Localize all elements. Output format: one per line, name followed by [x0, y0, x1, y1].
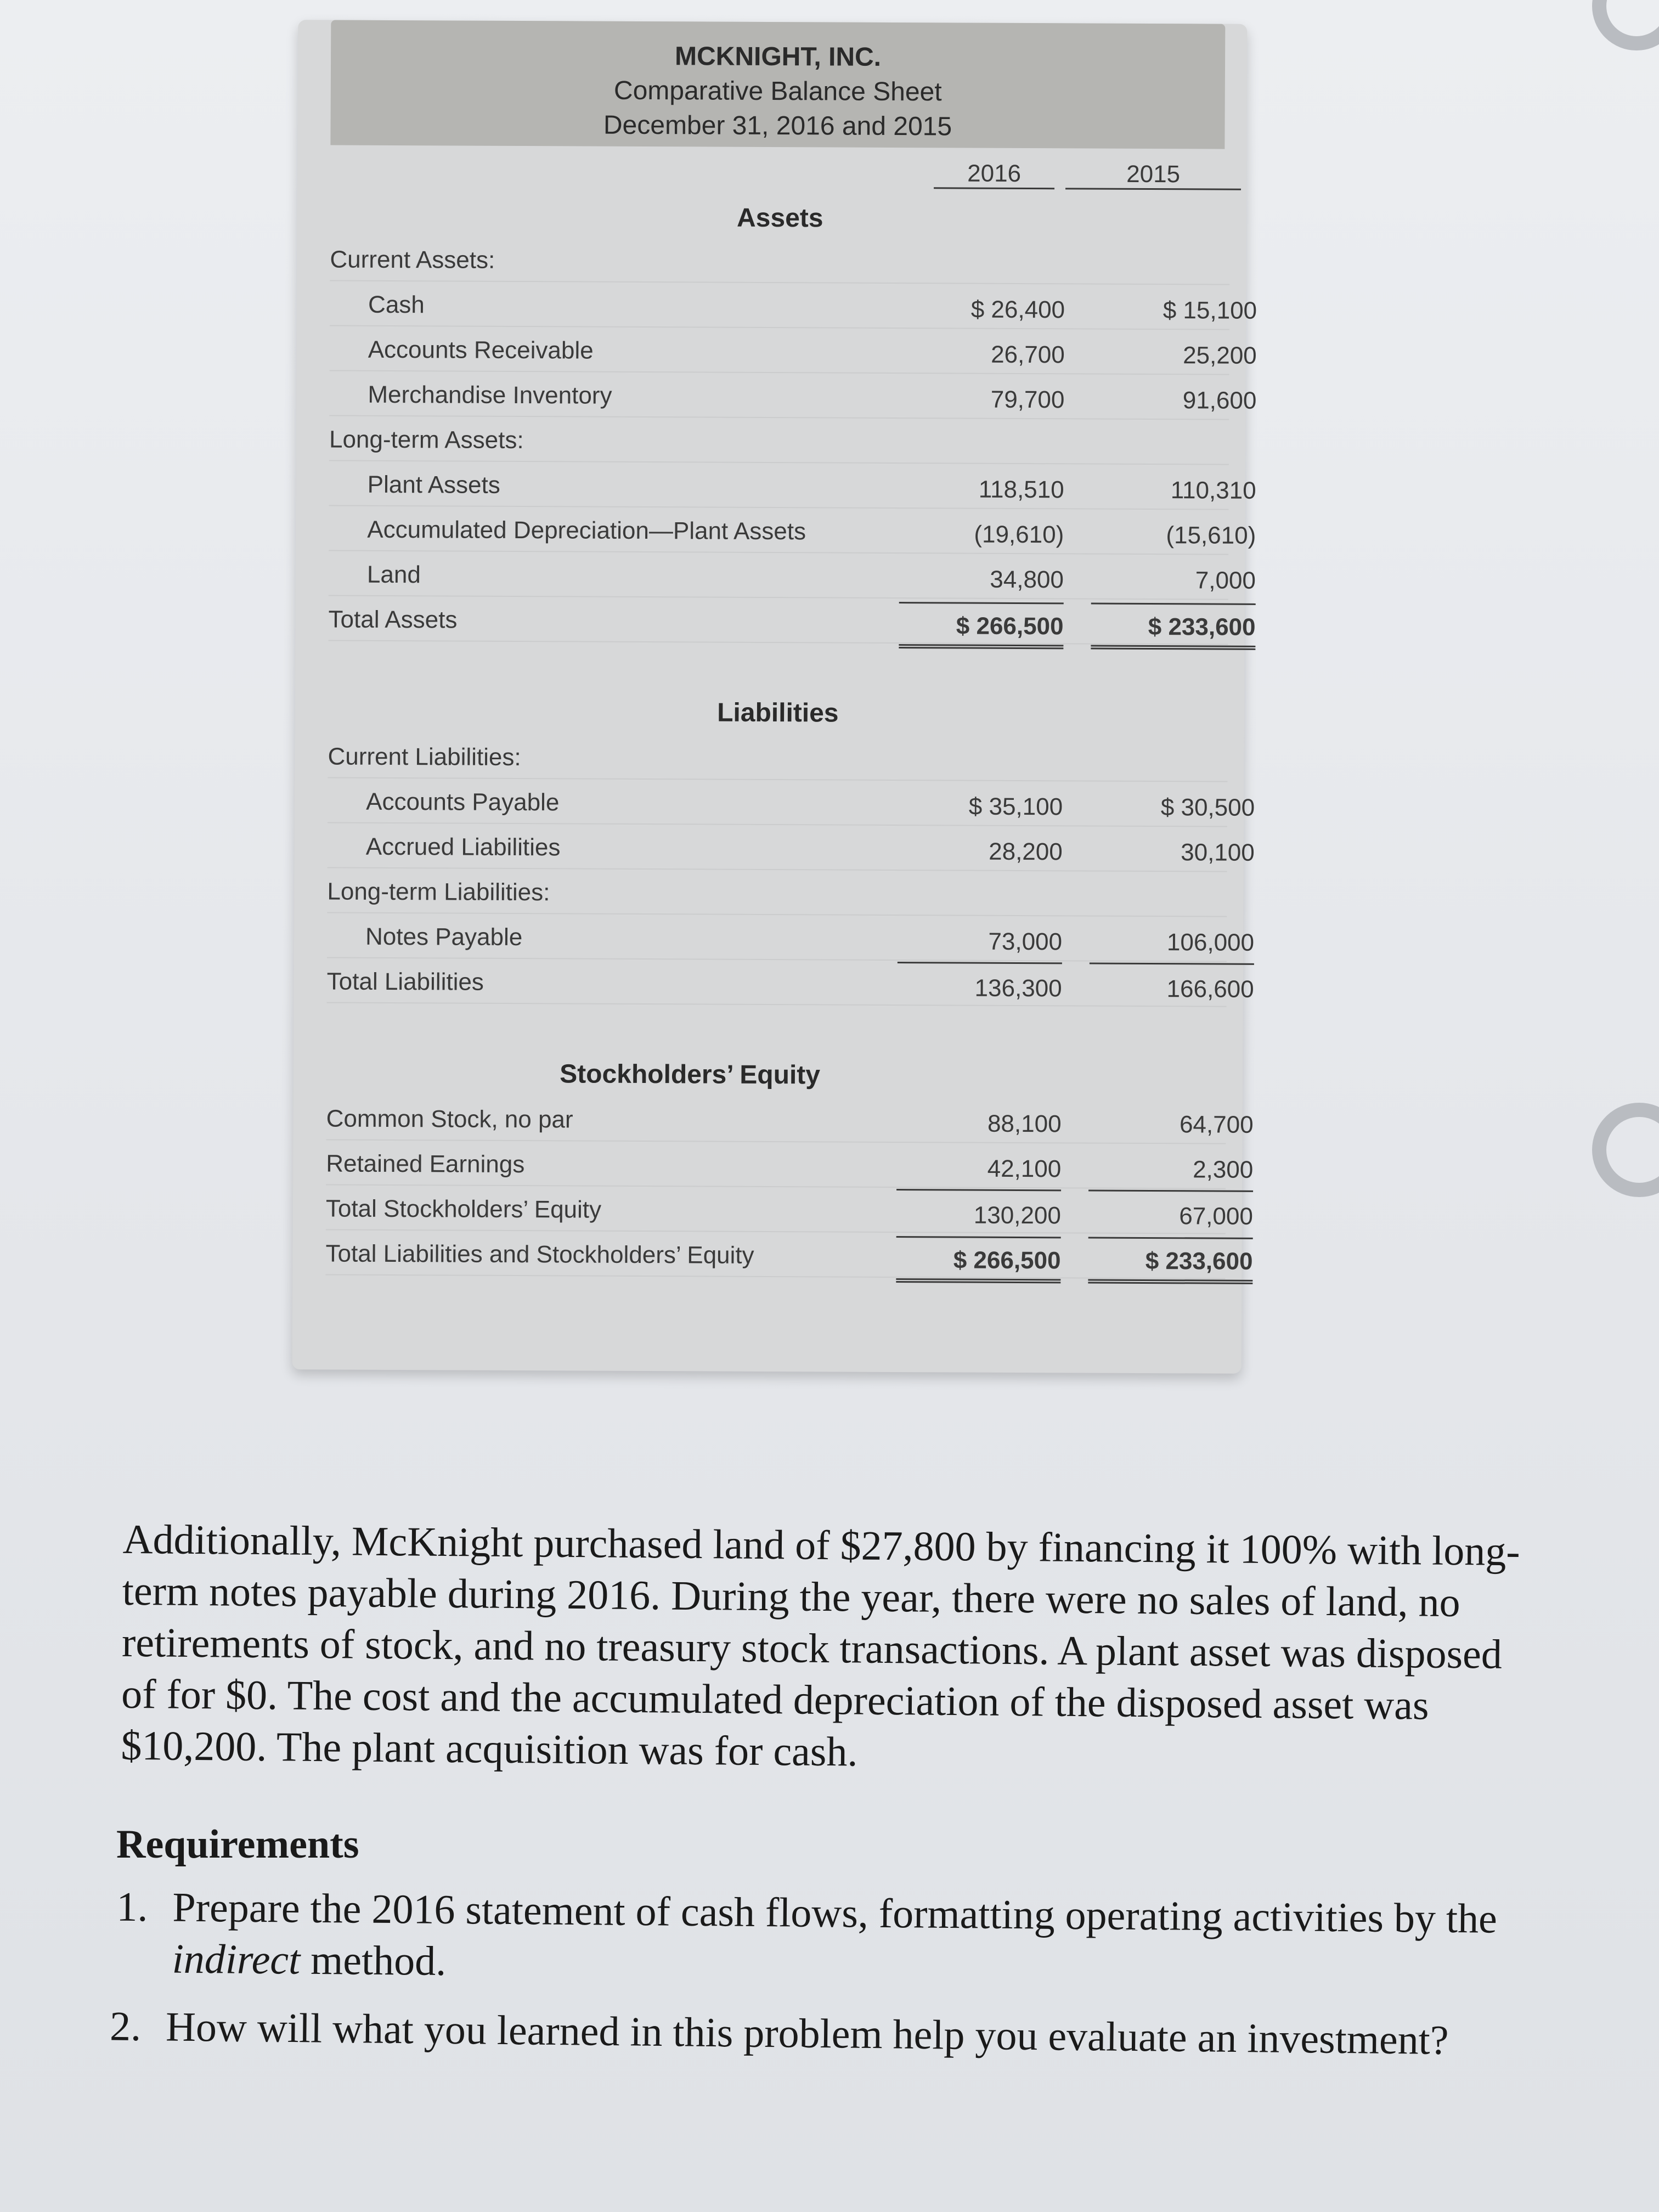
- table-row: Current Liabilities:: [328, 732, 1227, 782]
- table-row: Accounts Payable $ 35,100 $ 30,500: [328, 777, 1227, 827]
- table-row: Accumulated Depreciation—Plant Assets (19,610) (15,610): [329, 505, 1228, 555]
- company-name: MCKNIGHT, INC.: [674, 42, 882, 72]
- total-liabilities-row: Total Liabilities 136,300 166,600: [327, 957, 1227, 1007]
- spacer-row: [328, 640, 1228, 689]
- column-header-2015: 2015: [1065, 160, 1241, 190]
- statement-title: Comparative Balance Sheet: [613, 76, 942, 107]
- balance-sheet-header: [330, 20, 1225, 149]
- requirement-number: 2.: [109, 2003, 142, 2050]
- statement-date: December 31, 2016 and 2015: [603, 110, 952, 142]
- requirements-title: Requirements: [116, 1822, 359, 1867]
- table-row: Accrued Liabilities 28,200 30,100: [328, 822, 1227, 872]
- requirement-number: 1.: [116, 1883, 148, 1931]
- table-row: Merchandise Inventory 79,700 91,600: [329, 370, 1229, 420]
- requirement-item-1: [116, 1881, 1532, 2004]
- table-row: Cash $ 26,400 $ 15,100: [330, 280, 1229, 330]
- table-row: Notes Payable 73,000 106,000: [327, 912, 1227, 962]
- table-row: Common Stock, no par 88,100 64,700: [326, 1094, 1226, 1144]
- table-row: Plant Assets 118,510 110,310: [329, 460, 1229, 510]
- liabilities-heading: Liabilities: [717, 698, 839, 728]
- column-header-row: [330, 145, 1230, 194]
- assets-heading: Assets: [736, 203, 823, 233]
- requirement-text: Prepare the 2016 statement of cash flows, formatting operating activities by the indirect method.: [172, 1884, 1498, 1984]
- equity-heading: Stockholders’ Equity: [560, 1059, 821, 1090]
- total-assets-row: Total Assets $ 266,500 $ 233,600: [328, 595, 1228, 645]
- table-row: Accounts Receivable 26,700 25,200: [330, 325, 1229, 375]
- column-header-2016: 2016: [934, 160, 1054, 189]
- balance-sheet: [292, 20, 1257, 1374]
- table-row: Land 34,800 7,000: [329, 550, 1228, 600]
- spacer-row: [326, 1002, 1226, 1051]
- total-liabilities-equity-row: Total Liabilities and Stockholders’ Equity $ 266,500 $ 233,600: [325, 1229, 1225, 1279]
- requirement-text: How will what you learned in this problem help you evaluate an investment?: [165, 2004, 1449, 2064]
- table-row: Current Assets:: [330, 235, 1229, 285]
- table-row: Retained Earnings 42,100 2,300: [326, 1139, 1226, 1189]
- total-equity-row: Total Stockholders’ Equity 130,200 67,000: [326, 1184, 1226, 1234]
- table-row: Long-term Liabilities:: [327, 867, 1227, 917]
- problem-description: Additionally, McKnight purchased land of $27,800 by financing it 100% with long-term notes payable during 2016. During the year, there were no sales of land, no retirements of stock, and no treasury stock transactions. A plant asset was disposed of for $0. The cost and the accumulated depreciation of the disposed asset was $10,200. The plant acquisition was for cash.: [121, 1516, 1520, 1775]
- table-row: Long-term Assets:: [329, 415, 1229, 465]
